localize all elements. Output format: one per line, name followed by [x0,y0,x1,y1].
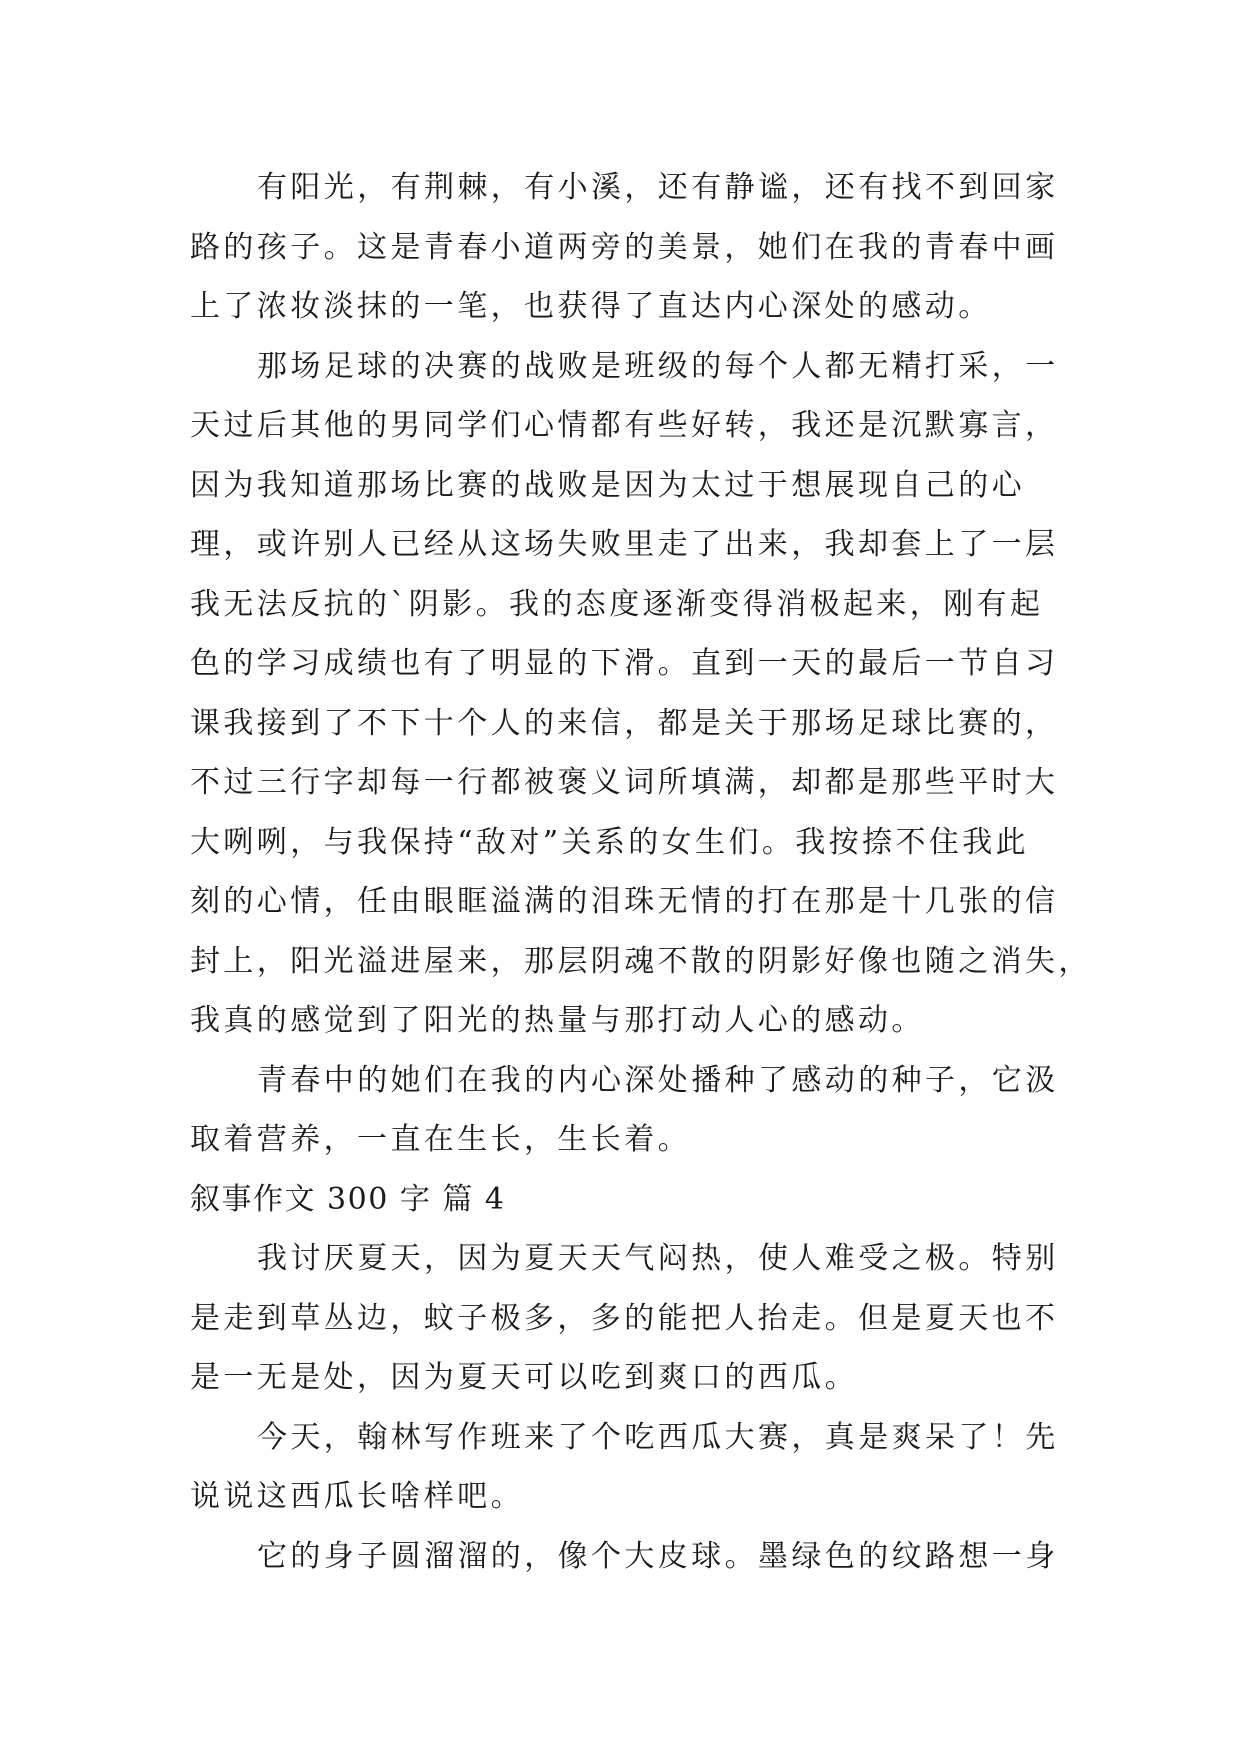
paragraph-2-line-4: 理，或许别人已经从这场失败里走了出来，我却套上了一层 [190,527,1059,562]
paragraph-3-line-1: 青春中的她们在我的内心深处播种了感动的种子，它汲 [257,1062,1059,1098]
paragraph-2-line-10: 刻的心情，任由眼眶溢满的泪珠无情的打在那是十几张的信 [190,884,1059,919]
paragraph-1-line-2: 路的孩子。这是青春小道两旁的美景，她们在我的青春中画 [190,229,1059,265]
paragraph-2-line-3: 因为我知道那场比赛的战败是因为太过于想展现自己的心 [190,467,1025,503]
paragraph-2-line-6: 色的学习成绩也有了明显的下滑。直到一天的最后一节自习 [190,646,1059,681]
paragraph-5-line-2: 说说这西瓜长啥样吧。 [190,1479,524,1514]
section-heading: 叙事作文 300 字 篇 4 [190,1181,506,1217]
paragraph-1-line-3: 上了浓妆淡抹的一笔，也获得了直达内心深处的感动。 [190,289,992,324]
paragraph-4-line-1: 我讨厌夏天，因为夏天天气闷热，使人难受之极。特别 [257,1241,1059,1276]
paragraph-4-line-3: 是一无是处，因为夏天可以吃到爽口的西瓜。 [190,1360,858,1395]
paragraph-5-line-1: 今天，翰林写作班来了个吃西瓜大赛，真是爽呆了！先 [257,1419,1059,1455]
paragraph-2-line-12: 我真的感觉到了阳光的热量与那打动人心的感动。 [190,1003,925,1038]
paragraph-2-line-11: 封上，阳光溢进屋来，那层阴魂不散的阴影好像也随之消失， [190,943,1092,979]
document-body [190,158,1092,1586]
paragraph-3-line-2: 取着营养，一直在生长，生长着。 [190,1122,691,1157]
paragraph-2-line-2: 天过后其他的男同学们心情都有些好转，我还是沉默寡言， [190,408,1059,443]
paragraph-2-line-5: 我无法反抗的`阴影。我的态度逐渐变得消极起来，刚有起 [190,586,1044,622]
paragraph-2-line-1: 那场足球的决赛的战败是班级的每个人都无精打采，一 [257,348,1059,384]
paragraph-2-line-7: 课我接到了不下十个人的来信，都是关于那场足球比赛的， [190,705,1059,741]
paragraph-2-line-8: 不过三行字却每一行都被褒义词所填满，却都是那些平时大 [190,765,1059,800]
paragraph-4-line-2: 是走到草丛边，蚊子极多，多的能把人抬走。但是夏天也不 [190,1300,1059,1336]
paragraph-6-line-1: 它的身子圆溜溜的，像个大皮球。墨绿色的纹路想一身 [257,1538,1059,1574]
paragraph-1-line-1: 有阳光，有荆棘，有小溪，还有静谧，还有找不到回家 [257,170,1059,205]
paragraph-2-line-9: 大咧咧，与我保持“敌对”关系的女生们。我按捺不住我此 [190,824,1030,860]
